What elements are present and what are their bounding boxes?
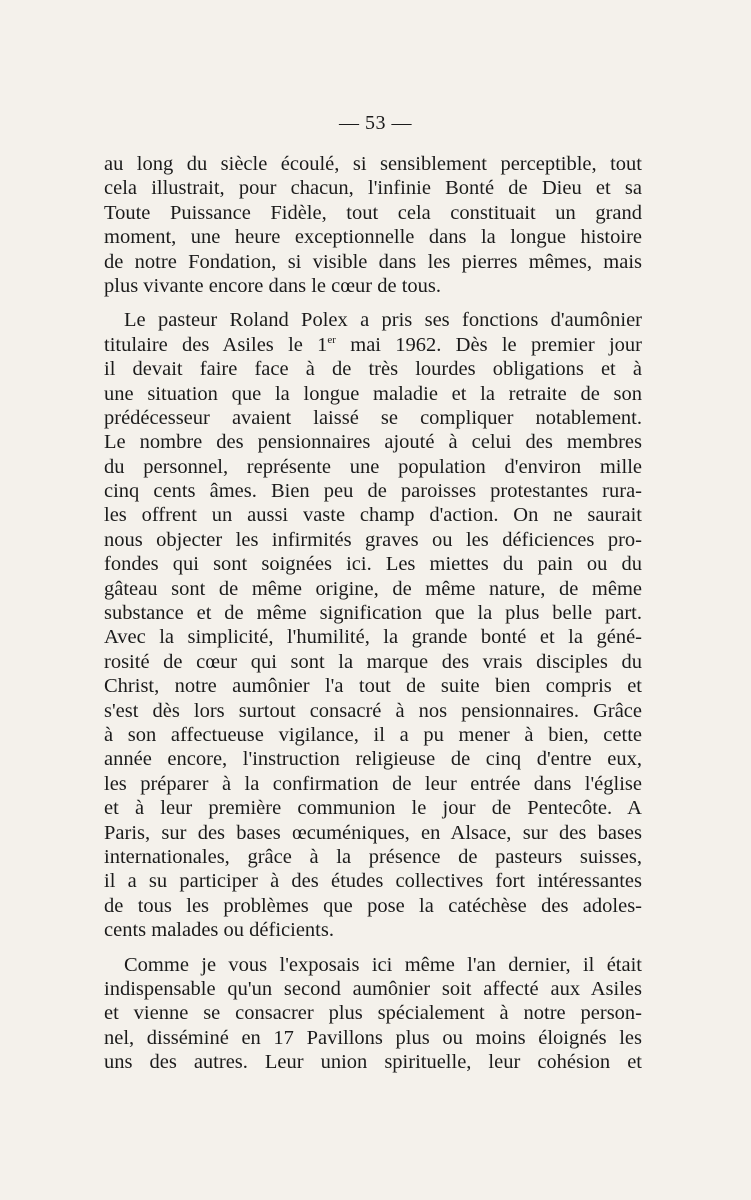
text-line: les préparer à la confirmation de leur entrée dans l'église xyxy=(104,772,642,795)
text-line: et à leur première communion le jour de Pentecôte. A xyxy=(104,797,642,820)
text-line: plus vivante encore dans le cœur de tous. xyxy=(104,274,442,297)
text-line: s'est dès lors surtout consacré à nos pensionnaires. Grâce xyxy=(104,699,642,722)
text-line: Comme je vous l'exposais ici même l'an dernier, il était xyxy=(124,953,642,976)
text-line: année encore, l'instruction religieuse de cinq d'entre eux, xyxy=(104,748,642,771)
text-line: substance et de même signification que la plus belle part. xyxy=(104,602,642,625)
text-line: internationales, grâce à la présence de pasteurs suisses, xyxy=(104,845,642,868)
text-line: Paris, sur des bases œcuméniques, en Alsace, sur des bases xyxy=(104,821,642,844)
text-segment: mai 1962. Dès le premier jour xyxy=(335,333,642,356)
text-line: cela illustrait, pour chacun, l'infinie Bonté de Dieu et sa xyxy=(104,177,642,200)
text-line: au long du siècle écoulé, si sensiblement perceptible, tout xyxy=(104,153,642,175)
text-line: de tous les problèmes que pose la catéchèse des adoles- xyxy=(104,894,642,917)
text-line: indispensable qu'un second aumônier soit affecté aux Asiles xyxy=(104,977,642,1000)
superscript: er xyxy=(327,333,336,346)
text-line: à son affectueuse vigilance, il a pu mener à bien, cette xyxy=(104,723,642,746)
text-line: et vienne se consacrer plus spécialement à notre person- xyxy=(104,1002,642,1025)
text-line: cents malades ou déficients. xyxy=(104,919,334,942)
text-line: Le nombre des pensionnaires ajouté à celui des membres xyxy=(104,431,642,454)
text-line: une situation que la longue maladie et la retraite de son xyxy=(104,382,642,405)
text-line: il devait faire face à de très lourdes obligations et à xyxy=(104,358,642,381)
text-line: Le pasteur Roland Polex a pris ses fonctions d'aumônier xyxy=(124,309,642,332)
text-line: gâteau sont de même origine, de même nature, de même xyxy=(104,577,642,600)
text-line: prédécesseur avaient laissé se compliquer notablement. xyxy=(104,406,642,429)
page-number: — 53 — xyxy=(339,112,412,134)
text-line: fondes qui sont soignées ici. Les miettes du pain ou du xyxy=(104,553,642,576)
text-line: uns des autres. Leur union spirituelle, leur cohésion et xyxy=(104,1051,642,1074)
text-line: Avec la simplicité, l'humilité, la grande bonté et la géné- xyxy=(104,626,642,649)
text-line: nous objecter les infirmités graves ou les déficiences pro- xyxy=(104,528,642,551)
text-line: rosité de cœur qui sont la marque des vrais disciples du xyxy=(104,650,642,673)
text-line: Toute Puissance Fidèle, tout cela constituait un grand xyxy=(104,201,642,224)
text-line: du personnel, représente une population d'environ mille xyxy=(104,455,642,478)
text-line: de notre Fondation, si visible dans les pierres mêmes, mais xyxy=(104,250,642,273)
text-line: il a su participer à des études collectives fort intéressantes xyxy=(104,870,642,893)
text-line: les offrent un aussi vaste champ d'action. On ne saurait xyxy=(104,504,642,527)
text-line: cinq cents âmes. Bien peu de paroisses protestantes rura- xyxy=(104,480,642,503)
paragraph-2 xyxy=(104,308,642,942)
text-line: Christ, notre aumônier l'a tout de suite bien compris et xyxy=(104,675,642,698)
paragraph-1 xyxy=(104,152,642,298)
text-line: moment, une heure exceptionnelle dans la longue histoire xyxy=(104,226,642,249)
text-line: nel, disséminé en 17 Pavillons plus ou moins éloignés les xyxy=(104,1026,642,1049)
text-segment: titulaire des Asiles le 1 xyxy=(104,333,328,356)
text-line-with-superscript xyxy=(104,333,642,357)
paragraph-3 xyxy=(104,953,642,1075)
body-text xyxy=(104,152,642,1084)
